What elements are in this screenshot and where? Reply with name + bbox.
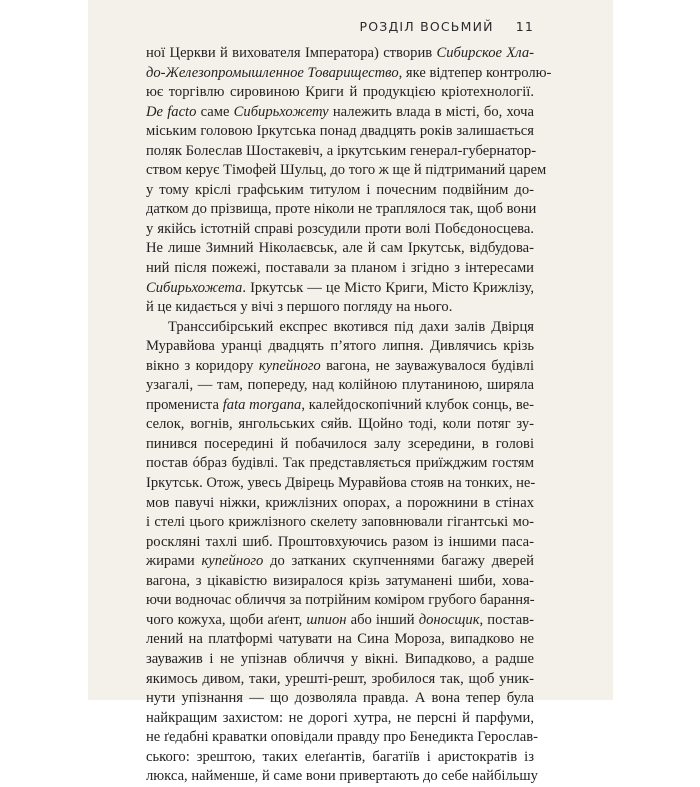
- text-segment: , калейдоскопічний клубок сонць, ве-: [301, 396, 534, 413]
- text-line: [146, 572, 534, 592]
- text-line: [146, 513, 534, 533]
- text-segment: не ґедабні краватки оповідали правду про Бенедикта Герослав-: [146, 729, 538, 746]
- text-segment: промениста: [146, 396, 223, 413]
- text-line: [146, 103, 534, 123]
- text-segment: вагона, не зауважувалося будівлі: [320, 357, 534, 374]
- text-line: [146, 670, 534, 690]
- text-segment: Іркутськ. Отож, увесь Двірець Муравйова стояв на тонких, не-: [146, 475, 536, 492]
- text-segment: Транссибірський експрес вкотився під дахи залів Двірця: [168, 318, 534, 335]
- text-line: [146, 689, 534, 709]
- text-segment: міським головою Іркутська понад двадцять років залишається: [146, 123, 534, 140]
- running-header: [359, 19, 534, 34]
- text-line: [146, 200, 537, 220]
- text-segment: датком до прізвища, проте ніколи не траплялося так, щоб вони: [146, 201, 537, 218]
- text-segment: саме: [196, 103, 234, 120]
- text-line: [146, 630, 534, 650]
- text-line: [146, 298, 534, 318]
- text-segment: нути упізнання — що дозволяла правда. А вона тепер була: [146, 690, 534, 707]
- text-line: [146, 357, 534, 377]
- text-line: [146, 239, 534, 259]
- text-segment: . Іркутськ — це Місто Криги, Місто Крижлізу,: [242, 279, 534, 296]
- text-line: [146, 44, 534, 64]
- text-segment: ний після пожежі, поставали за планом і згідно з інтересами: [146, 260, 534, 277]
- text-line: [146, 220, 534, 240]
- text-line: [146, 318, 534, 338]
- text-segment: або інший: [346, 611, 419, 628]
- italic-text: шпион: [306, 611, 347, 628]
- italic-text: Сибирьхожету: [233, 103, 329, 120]
- text-segment: мов павучі ніжки, крижлізних опорах, а порожнини в стінах: [146, 494, 534, 511]
- page-number: 11: [515, 19, 534, 34]
- text-segment: належить влада в місті, бо, хоча: [328, 103, 534, 120]
- text-line: [146, 591, 534, 611]
- italic-text: fata morgana: [222, 396, 302, 413]
- text-segment: вікно з коридору: [146, 357, 259, 374]
- text-line: [146, 552, 534, 572]
- text-line: [146, 64, 552, 84]
- italic-text: Сибирьхожета: [146, 279, 243, 296]
- text-segment: до затканих скупченнями багажу дверей: [263, 553, 534, 570]
- text-line: [146, 494, 534, 514]
- italic-text: Сибирское Хла-: [436, 45, 534, 61]
- text-segment: і стелі цього крижлізного скелету заповнювали гігантські мо-: [146, 514, 534, 531]
- text-segment: роскляні тахлі шиб. Проштовхуючись разом із іншими паса-: [146, 533, 534, 550]
- italic-text: доносщик: [418, 611, 480, 628]
- italic-text: купейного: [258, 357, 321, 374]
- text-segment: ством керує Тімофей Шульц, до того ж ще й підтриманий царем: [146, 162, 547, 179]
- text-line: [146, 435, 534, 455]
- text-line: [146, 415, 534, 435]
- text-line: [146, 533, 534, 553]
- text-segment: вагона, з цікавістю визиралося крізь затуманені шиби, хова-: [146, 572, 534, 589]
- text-segment: найкращим захистом: не дорогі хутра, не персні й парфуми,: [146, 709, 534, 726]
- text-line: [146, 142, 537, 162]
- text-line: [146, 728, 538, 748]
- book-page: [88, 0, 613, 785]
- text-segment: у тому кріслі графським титулом і почесним подвійним до-: [146, 181, 534, 198]
- text-line: [146, 650, 534, 670]
- italic-text: до-Железопромышленное Товарищество: [146, 64, 399, 81]
- text-segment: Не лише Зимний Ніколаєвськ, але й сам Іркутськ, відбудова-: [146, 240, 534, 257]
- text-segment: , постав-: [479, 611, 534, 628]
- text-segment: Муравйова уранці двадцять п’ятого липня. Дивлячись крізь: [146, 338, 534, 355]
- text-segment: , яке відтепер контролю-: [398, 64, 552, 81]
- text-segment: якимось дивом, таки, урешті-решт, зробилося так, щоб уник-: [146, 670, 534, 687]
- text-segment: лений на платформі чатувати на Сина Мороза, випадково не: [146, 631, 534, 648]
- text-line: [146, 376, 534, 396]
- text-line: [146, 474, 534, 494]
- text-line: [146, 83, 534, 103]
- text-segment: у якійсь істотній справі розсудили проти волі Побєдоносцева.: [146, 220, 534, 237]
- text-line: [146, 122, 534, 142]
- body-text: [146, 44, 552, 787]
- chapter-title: РОЗДІЛ ВОСЬМИЙ: [359, 19, 494, 34]
- text-segment: ючи водночас обличчя за потрійним коміром грубого барання-: [146, 592, 535, 609]
- text-segment: поляк Болеслав Шостакевіч, а іркутським генерал-губернатор-: [146, 142, 537, 159]
- text-segment: ського: зрештою, таких елеґантів, багатіїв і аристократів із: [146, 748, 534, 765]
- text-segment: зауважив і не упізнав обличчя у вікні. Випадково, а радше: [146, 650, 534, 667]
- text-line: [146, 709, 534, 729]
- text-segment: ює торгівлю сировиною Криги й продукцією кріотехнології.: [146, 84, 534, 101]
- text-line: [146, 161, 547, 181]
- italic-text: De facto: [146, 103, 197, 120]
- text-line: [146, 396, 534, 416]
- text-segment: пинився посередині й побачилося залу зсередини, в голові: [146, 435, 534, 452]
- text-segment: жирами: [146, 553, 202, 570]
- text-line: [146, 454, 534, 474]
- text-line: [146, 767, 538, 787]
- italic-text: купейного: [201, 553, 264, 570]
- text-line: [146, 181, 534, 201]
- text-line: [146, 337, 534, 357]
- text-segment: люкса, найменше, й саме вони привертають до себе найбільшу: [146, 768, 538, 785]
- text-segment: й це кидається у вічі з першого погляду на нього.: [146, 299, 453, 316]
- text-segment: чого кожуха, щоби аґент,: [146, 611, 307, 628]
- text-segment: ної Церкви й вихователя Імператора) створив: [146, 45, 437, 61]
- text-segment: селок, вогнів, янгольських сяйв. Щойно тоді, коли потяг зу-: [146, 416, 534, 433]
- text-line: [146, 611, 534, 631]
- text-segment: узагалі, — там, попереду, над колійною плутаниною, ширяла: [146, 377, 534, 394]
- text-line: [146, 259, 534, 279]
- text-segment: постав óбраз будівлі. Так представляється приїжджим гостям: [146, 455, 534, 472]
- text-line: [146, 279, 534, 299]
- text-line: [146, 748, 534, 768]
